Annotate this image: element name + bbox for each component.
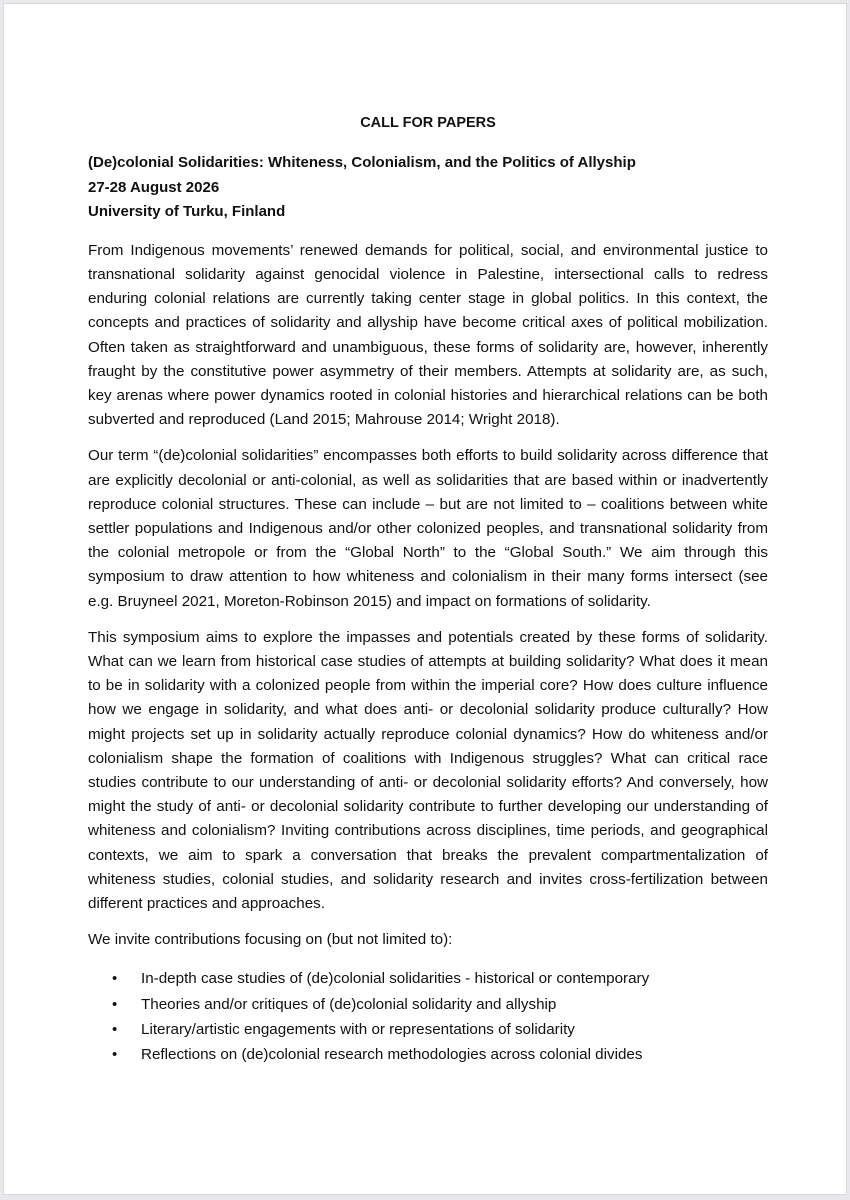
event-title: (De)colonial Solidarities: Whiteness, Colonialism, and the Politics of Allyship — [88, 154, 636, 172]
list-item — [88, 966, 768, 991]
event-dates: 27-28 August 2026 — [88, 178, 220, 196]
event-location: University of Turku, Finland — [88, 203, 286, 221]
invite-line: We invite contributions focusing on (but not limited to): — [88, 931, 453, 949]
paragraph-context: From Indigenous movements’ renewed demands for political, social, and environmental justice to transnational solidarity against genocidal violence in Palestine, intersectional calls to redress enduring colonial relations are currently taking center stage in global politics. In this context, the concepts and practices of solidarity and allyship have become critical axes of political mobilization. Often taken as straightforward and unambiguous, these forms of solidarity are, however, inherently fraught by the constitutive power asymmetry of their members. Attempts at solidarity are, as such, key arenas where power dynamics rooted in colonial histories and hierarchical relations can be both subverted and reproduced (Land 2015; Mahrouse 2014; Wright 2018). — [88, 241, 768, 429]
topic-text: In-depth case studies of (de)colonial solidarities - historical or contemporary — [141, 970, 650, 988]
bullet-icon: • — [112, 970, 118, 988]
call-for-papers-heading: CALL FOR PAPERS — [360, 115, 496, 131]
topic-text: Reflections on (de)colonial research methodologies across colonial divides — [141, 1046, 643, 1063]
paragraph-definition: Our term “(de)colonial solidarities” encompasses both efforts to build solidarity across difference that are explicitly decolonial or anti-colonial, as well as solidarities that are based within or inadvertently reproduce colonial structures. These can include – but are not limited to – coalitions between white settler populations and Indigenous and/or other colonized peoples, and transnational solidarity from the colonial metropole or from the “Global North” to the “Global South.” We aim through this symposium to draw attention to how whiteness and colonialism in their many forms intersect (see e.g. Bruyneel 2021, Moreton-Robinson 2015) and impact on formations of solidarity. — [88, 447, 768, 610]
document-content — [88, 111, 768, 1067]
paragraph-aims: This symposium aims to explore the impasses and potentials created by these forms of solidarity. What can we learn from historical case studies of attempts at building solidarity? What does it mean to be in solidarity with a colonized people from within the imperial core? How does culture influence how we engage in solidarity, and what does anti- or decolonial solidarity produce culturally? How might projects set up in solidarity actually reproduce colonial dynamics? How do whiteness and/or colonialism shape the formation of coalitions with Indigenous struggles? What can critical race studies contribute to our understanding of anti- or decolonial solidarity efforts? And conversely, how might the study of anti- or decolonial solidarity contribute to further developing our understanding of whiteness and colonialism? Inviting contributions across disciplines, time periods, and geographical contexts, we aim to spark a conversation that breaks the prevalent compartmentalization of whiteness studies, colonial studies, and solidarity research and invites cross-fertilization between different practices and approaches. — [88, 628, 768, 912]
bullet-icon: • — [112, 1020, 118, 1038]
bullet-icon: • — [112, 1046, 118, 1063]
bullet-icon: • — [112, 995, 118, 1013]
list-item — [88, 1042, 768, 1067]
list-item — [88, 1017, 768, 1042]
list-item — [88, 992, 768, 1017]
topic-list — [88, 966, 768, 1067]
topic-text: Theories and/or critiques of (de)colonial solidarity and allyship — [141, 995, 557, 1013]
event-info — [88, 151, 768, 225]
topic-text: Literary/artistic engagements with or representations of solidarity — [141, 1020, 575, 1038]
document-page — [3, 3, 847, 1195]
